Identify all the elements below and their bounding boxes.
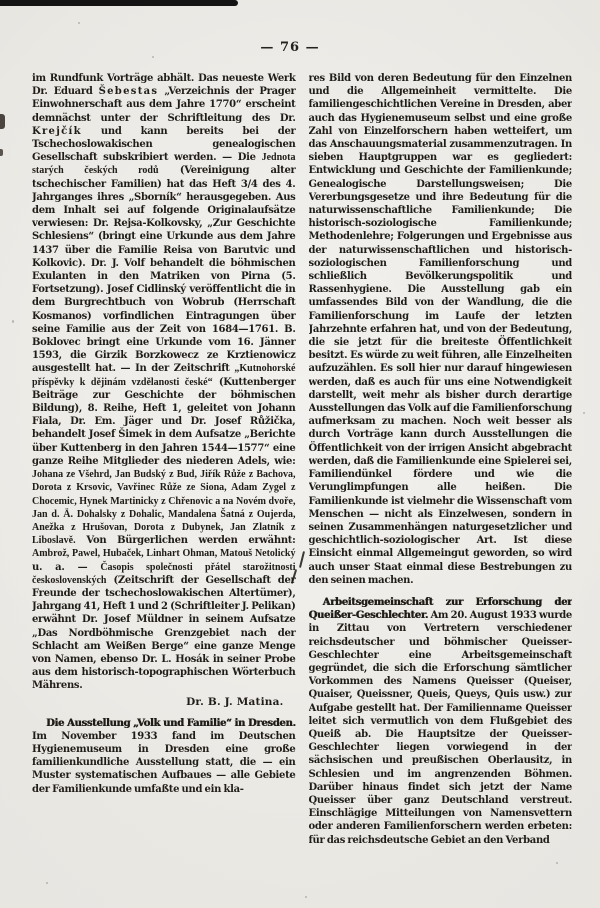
- text-segment-antiqua: Jednota starých českých rodů: [32, 152, 296, 177]
- text-segment-normal: (Kuttenberger Beiträge zur Geschichte der böhmischen Bildung), 8. Reihe, Heft 1, geleitet von Johann Fiala, Dr. Em. Jäger und Dr. Josef Růžička, behandelt Josef Šimek in dem Aufsatze „Berichte über Kuttenberg in den Jahren 1544—1577“ eine ganze Reihe Mitglieder des niederen Adels, wie:: [32, 376, 296, 467]
- text-segment-normal: (Vereinigung alter tschechischer Familien) hat das Heft 3/4 des 4. Jahrganges ihres „Sborník“ herausgegeben. Aus dem Inhalt sei auf folgende Originalaufsätze verwiesen: Dr. Rejsa-Kolkovsky, „Zur Geschichte Schlesiens“ (bringt eine Urkunde aus dem Jahre 1437 über die Familie Reisa von Barutvic und Kolkovic). Dr. J. Volf behandelt die böhmischen Exulanten in den Matriken von Pirna (5. Fortsetzung). Josef Cidlinský veröffentlicht die in dem Burgrechtbuch von Wobrub (Herrschaft Kosmanos) vorfindlichen Eintragungen über seine Familie aus der Zeit von 1684—1761. B. Boklovec bringt eine Urkunde vom 16. Jänner 1593, die Girzik Borzkowecz ze Krztienowicz ausgestellt hat. — In der Zeitschrift: [32, 165, 296, 375]
- text-segment-normal: Am 20. August 1933 wurde in Zittau von Vertretern verschiedener reichsdeutscher und böhmischer Queisser-Geschlechter eine Arbeitsgemeinschaft gegründet, die sich die Erforschung sämtlicher Vorkommen des Namens Queisser (Queiser, Quaiser, Queissner, Queis, Queys, Quis usw.) zur Aufgabe gestellt hat. Der Familienname Queisser leitet sich vermutlich von dem Flußgebiet des Queiß ab. Die Hauptsitze der Queisser-Geschlechter liegen vorwiegend in der sächsischen und preußischen Oberlausitz, in Schlesien und im angrenzenden Böhmen. Darüber hinaus findet sich jetzt der Name Queisser über ganz Deutschland verstreut. Einschlägige Mitteilungen von Namensvettern oder anderen Familienforschern werden erbeten: für das reichsdeutsche Gebiet an den Verband: [308, 610, 572, 846]
- paragraph: [32, 72, 296, 693]
- text-segment-normal: „Verzeichnis der Prager Einwohnerschaft aus dem Jahre 1770“ erscheint demnächst unter der Schriftleitung des Dr.: [32, 86, 296, 124]
- paragraph: [32, 717, 296, 796]
- paper-speck: [152, 56, 154, 58]
- text-segment-normal: u. a. —: [32, 561, 101, 573]
- text-segment-spaced: Šebestas: [98, 86, 159, 98]
- text-segment-spaced: Krejčík: [32, 125, 82, 137]
- left-column: [32, 72, 296, 898]
- text-segment-normal: (Zeitschrift der Gesellschaft der Freunde der tschechoslowakischen Altertümer), Jahrgang 41, Heft 1 und 2 (Schriftleiter J. Pelikan) erwähnt Dr. Josef Müldner in seinem Aufsatze „Das Nordböhmische Grenzgebiet nach der Schlacht am Weißen Berge“ eine ganze Menge von Namen, ebenso Dr. L. Hosák in seiner Probe aus dem historisch-topographischen Wörterbuch Mährens.: [32, 574, 296, 692]
- paragraph: [309, 596, 573, 847]
- scan-artifact-top-bar: [0, 0, 238, 6]
- paper-speck: [78, 22, 80, 24]
- text-segment-bold: Arbeitsgemeinschaft zur Erforschung der Queißer-Geschlechter.: [308, 596, 572, 622]
- text-segment-antiqua: Ambrož, Pawel, Hubaček, Linhart Ohman, Matouš Netolický: [32, 548, 296, 560]
- text-segment-antiqua: Časopis společnosti přátel starožitnosti československých: [32, 561, 296, 586]
- text-segment-bold: Die Ausstellung „Volk und Familie“ in Dresden.: [46, 717, 296, 729]
- paper-speck: [583, 412, 585, 414]
- paper-speck: [12, 320, 14, 323]
- text-segment-normal: und kann bereits bei der Tschechoslowakischen genealogischen Gesellschaft subskribiert werden. — Die: [32, 125, 296, 164]
- scan-artifact-edge-mark: [0, 114, 5, 129]
- scan-artifact-edge-mark: [0, 149, 3, 156]
- page-number: — 76 —: [260, 40, 320, 55]
- text-columns: [32, 72, 572, 898]
- author-signature: Dr. B. J. Matina.: [186, 695, 284, 708]
- text-segment-normal: res Bild von deren Bedeutung für den Einzelnen und die Allgemeinheit vermittelte. Die familiengeschichtlichen Vereine in Dresden, aber auch das Hygienemuseum selbst und eine große Zahl von Einzelforschern haben wetteifert, um das Anschauungsmaterial zusammenzutragen. In sieben Hauptgruppen war es gegliedert: Entwicklung und Geschichte der Familienkunde; Genealogische Darstellungsweisen; Die Vererbungsgesetze und ihre Bedeutung für die naturwissenschaftliche Familienkunde; Die historisch-soziologische Familienkunde; Methodenlehre; Folgerungen und Ergebnisse aus der naturwissenschaftlichen und historisch-soziologischen Familienforschung und schließlich Bevölkerungspolitik und Rassenhygiene. Die Ausstellung gab ein umfassendes Bild von der Wandlung, die die Familienforschung im Laufe der letzten Jahrzehnte erfahren hat, und von der Bedeutung, die sie jetzt für die breiteste Öffentlichkeit besitzt. Es würde zu weit führen, alle Einzelheiten aufzuzählen. Es soll hier nur darauf hingewiesen werden, daß es auch für uns eine Notwendigkeit darstellt, weit mehr als bisher durch derartige Ausstellungen das Volk auf die Familienforschung aufmerksam zu machen. Noch weit besser als durch Vorträge kann durch Ausstellungen die Öffentlichkeit von der irrigen Ansicht abgebracht werden, daß die Familienkunde eine Spielerei sei, Familiendünkel fördere und wie die Verunglimpfungen alle heißen. Die Familienkunde ist vielmehr die Wissenschaft vom Menschen — nicht als Einzelwesen, sondern in seinen Zusammenhängen naturgesetzlicher und geschichtlich-soziologischer Art. Ist diese Einsicht einmal Allgemeingut geworden, so wird auch unser Staat einmal diese Bestrebungen zu den seinen machen.: [308, 73, 572, 586]
- text-segment-antiqua: Johana ze Všehrd, Jan Budský z Bud, Jiřík Růže z Bachova, Dorota z Krsovic, Vavřinec Růže ze Siona, Adam Zygel z Chocemic, Hynek Martinicky z Chřenovic a na Novém dvoře, Jan d. Ä. Dohalsky z Dohalic, Mandalena Šatná z Oujerda, Anežka z Hrušovan, Dorota z Dubynek, Jan Zlatník z Liboslavě.: [32, 469, 296, 547]
- text-segment-normal: im Rundfunk Vorträge abhält. Das neueste Werk Dr. Eduard: [32, 73, 296, 98]
- right-column: [309, 72, 573, 898]
- text-segment-antiqua: „Kutnohorské příspěvky k dějinám vzdělanosti české“: [32, 363, 296, 388]
- text-segment-normal: Im November 1933 fand im Deutschen Hygienemuseum in Dresden eine große familienkundliche Ausstellung statt, die — ein Muster systematischen Aufbaues — alle Gebiete der Familienkunde umfaßte und ein kla-: [32, 730, 296, 795]
- text-segment-normal: Von Bürgerlichen werden erwähnt:: [75, 535, 296, 547]
- paragraph: [309, 72, 573, 587]
